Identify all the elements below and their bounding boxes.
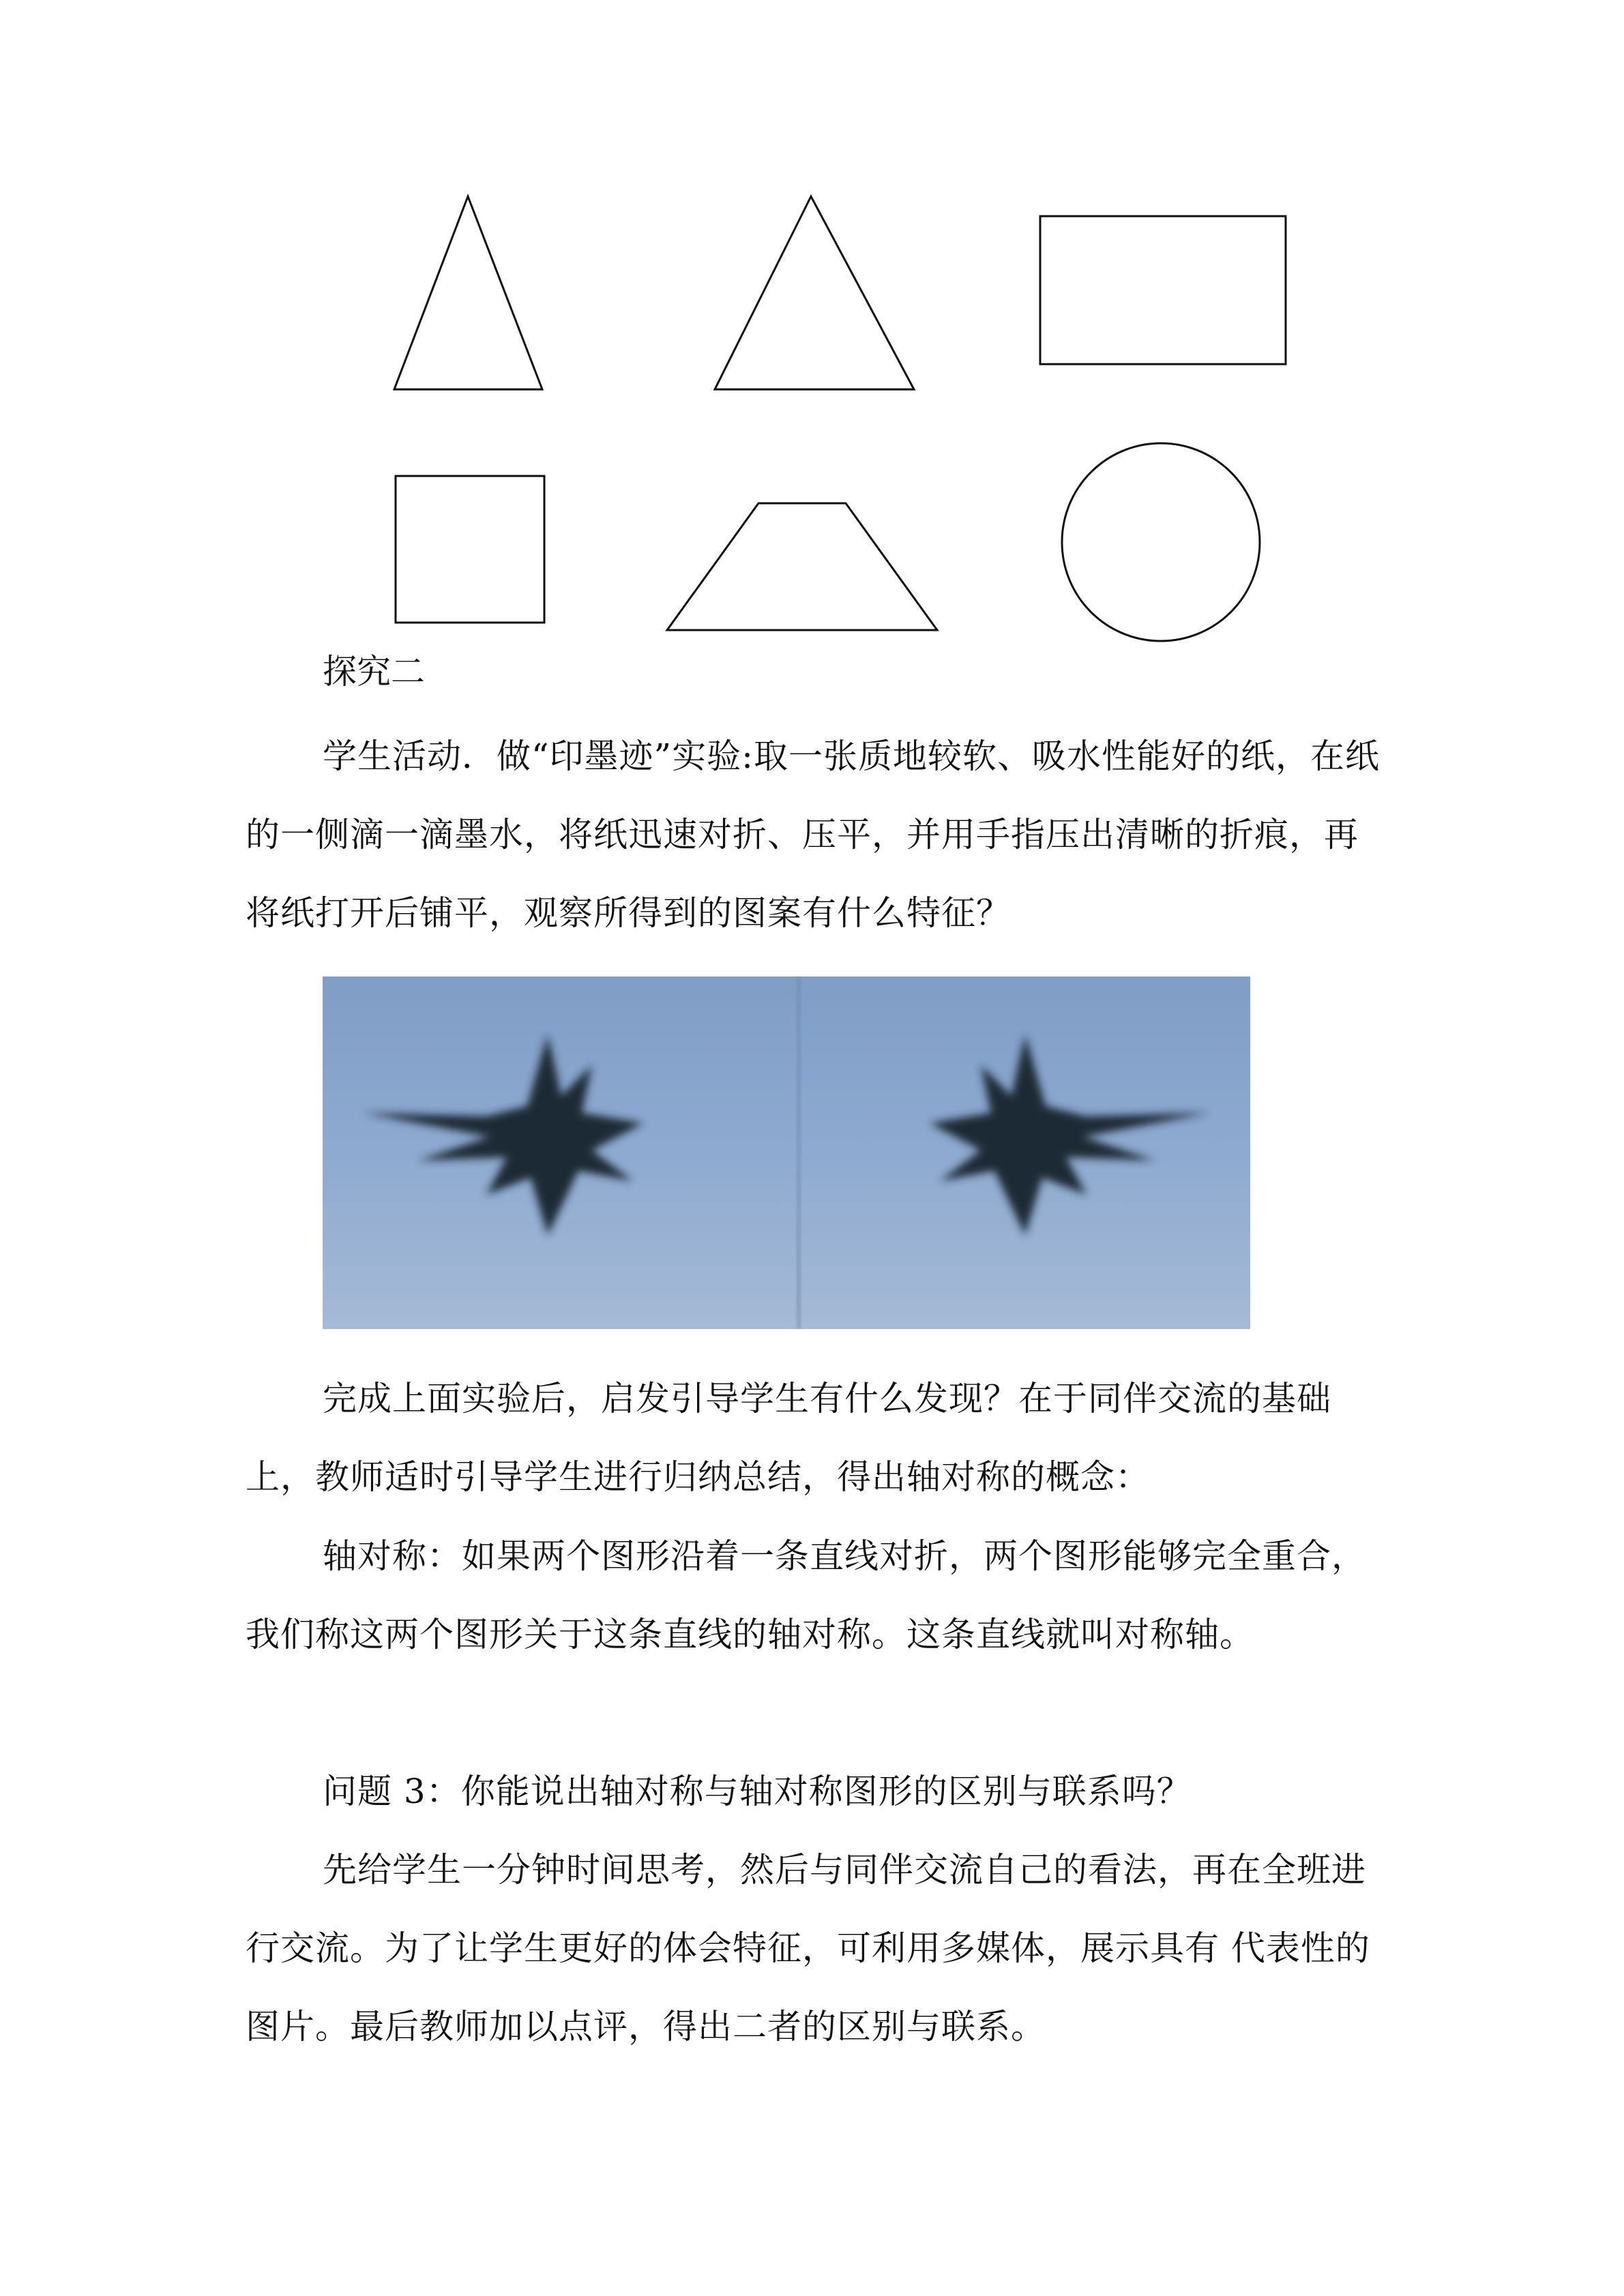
isosceles-triangle [394,196,542,389]
question-3-paragraph: 问题 3：你能说出轴对称与轴对称图形的区别与联系吗？ [323,1772,1192,1811]
after-experiment-paragraph: 完成上面实验后，启发引导学生有什么发现？在于同伴交流的基础上，教师适时引导学生进行归纳总结，得出轴对称的概念： [246,1379,1331,1497]
isosceles-trapezoid [667,503,937,630]
equilateral-triangle [715,196,914,389]
shapes-figure [0,0,1624,655]
square [396,476,544,623]
definition-paragraph: 轴对称：如果两个图形沿着一条直线对折，两个图形能够完全重合，我们称这两个图形关于这条直线的轴对称。这条直线就叫对称轴。 [246,1536,1366,1654]
activity-paragraph: 学生活动．做“印墨迹”实验:取一张质地较软、吸水性能好的纸，在纸的一侧滴一滴墨水，将纸迅速对折、压平，并用手指压出清晰的折痕，再将纸打开后铺平，观察所得到的图案有什么特征？ [246,736,1380,933]
section-heading: 探究二 [323,652,425,691]
rectangle [1040,216,1286,364]
circle [1062,443,1260,641]
ink-blot-symmetry-photo [323,976,1250,1329]
discussion-paragraph: 先给学生一分钟时间思考，然后与同伴交流自己的看法，再在全班进行交流。为了让学生更好的体会特征，可利用多媒体，展示具有 代表性的图片。最后教师加以点评，得出二者的区别与联系。 [246,1850,1370,2046]
